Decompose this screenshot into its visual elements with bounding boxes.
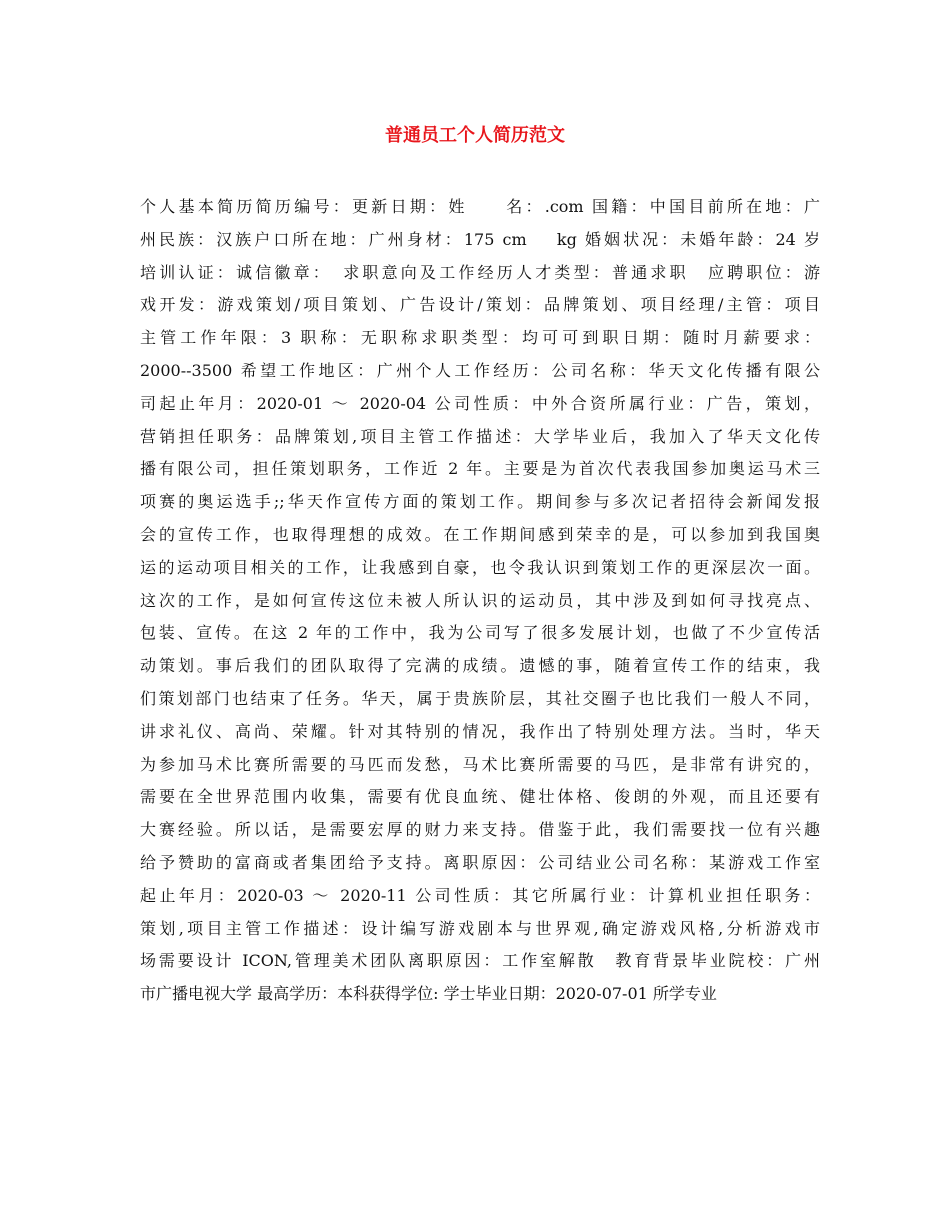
body-line: 给予赞助的富商或者集团给予支持。离职原因：公司结业公司名称：某游戏工作室 xyxy=(140,852,820,872)
body-line: 司起止年月：2020-01 ～ 2020-04 公司性质：中外合资所属行业：广告，策划， xyxy=(140,393,820,413)
resume-body xyxy=(140,191,820,1011)
body-line: 包装、宣传。在这 2 年的工作中，我为公司写了很多发展计划，也做了不少宣传活 xyxy=(140,623,820,643)
body-line: 2000--3500 希望工作地区：广州个人工作经历：公司名称：华天文化传播有限公 xyxy=(140,360,820,380)
body-line: 会的宣传工作，也取得理想的成效。在工作期间感到荣幸的是，可以参加到我国奥 xyxy=(140,524,820,544)
body-line: 起止年月：2020-03 ～ 2020-11 公司性质：其它所属行业：计算机业担任职务： xyxy=(140,885,820,905)
body-line: 们策划部门也结束了任务。华天，属于贵族阶层，其社交圈子也比我们一般人不同， xyxy=(140,688,820,708)
body-line: 大赛经验。所以话，是需要宏厚的财力来支持。借鉴于此，我们需要找一位有兴趣 xyxy=(140,820,820,840)
body-line: 需要在全世界范围内收集，需要有优良血统、健壮体格、俊朗的外观，而且还要有 xyxy=(140,787,820,807)
body-line: 营销担任职务：品牌策划,项目主管工作描述：大学毕业后，我加入了华天文化传 xyxy=(140,426,820,446)
body-line: 策划,项目主管工作描述：设计编写游戏剧本与世界观,确定游戏风格,分析游戏市 xyxy=(140,918,820,938)
body-line: 培训认证：诚信徽章： 求职意向及工作经历人才类型：普通求职 应聘职位：游 xyxy=(140,262,820,282)
body-line: 场需要设计 ICON,管理美术团队离职原因：工作室解散 教育背景毕业院校：广州 xyxy=(140,951,820,971)
body-line: 主管工作年限：3 职称：无职称求职类型：均可可到职日期：随时月薪要求： xyxy=(140,328,820,348)
body-line: 运的运动项目相关的工作，让我感到自豪，也令我认识到策划工作的更深层次一面。 xyxy=(140,557,820,577)
body-line: 个人基本简历简历编号：更新日期：姓 名：.com 国籍：中国目前所在地：广 xyxy=(140,197,820,216)
body-line: 动策划。事后我们的团队取得了完满的成绩。遗憾的事，随着宣传工作的结束，我 xyxy=(140,656,820,676)
body-line: 项赛的奥运选手;;华天作宣传方面的策划工作。期间参与多次记者招待会新闻发报 xyxy=(140,492,820,512)
body-line: 这次的工作，是如何宣传这位未被人所认识的运动员，其中涉及到如何寻找亮点、 xyxy=(140,590,820,610)
body-line: 播有限公司，担任策划职务，工作近 2 年。主要是为首次代表我国参加奥运马术三 xyxy=(140,459,820,479)
body-line: 戏开发：游戏策划/项目策划、广告设计/策划：品牌策划、项目经理/主管：项目 xyxy=(140,295,820,315)
body-line: 市广播电视大学 最高学历：本科获得学位: 学士毕业日期：2020-07-01 所学专业 xyxy=(140,984,717,1004)
document-title: 普通员工个人简历范文 xyxy=(385,125,565,146)
body-line: 讲求礼仪、高尚、荣耀。针对其特别的情况，我作出了特别处理方法。当时，华天 xyxy=(140,721,820,741)
body-line: 为参加马术比赛所需要的马匹而发愁，马术比赛所需要的马匹，是非常有讲究的， xyxy=(140,754,820,774)
body-line: 州民族：汉族户口所在地：广州身材：175 cm kg 婚姻状况：未婚年龄：24 岁 xyxy=(140,229,820,249)
